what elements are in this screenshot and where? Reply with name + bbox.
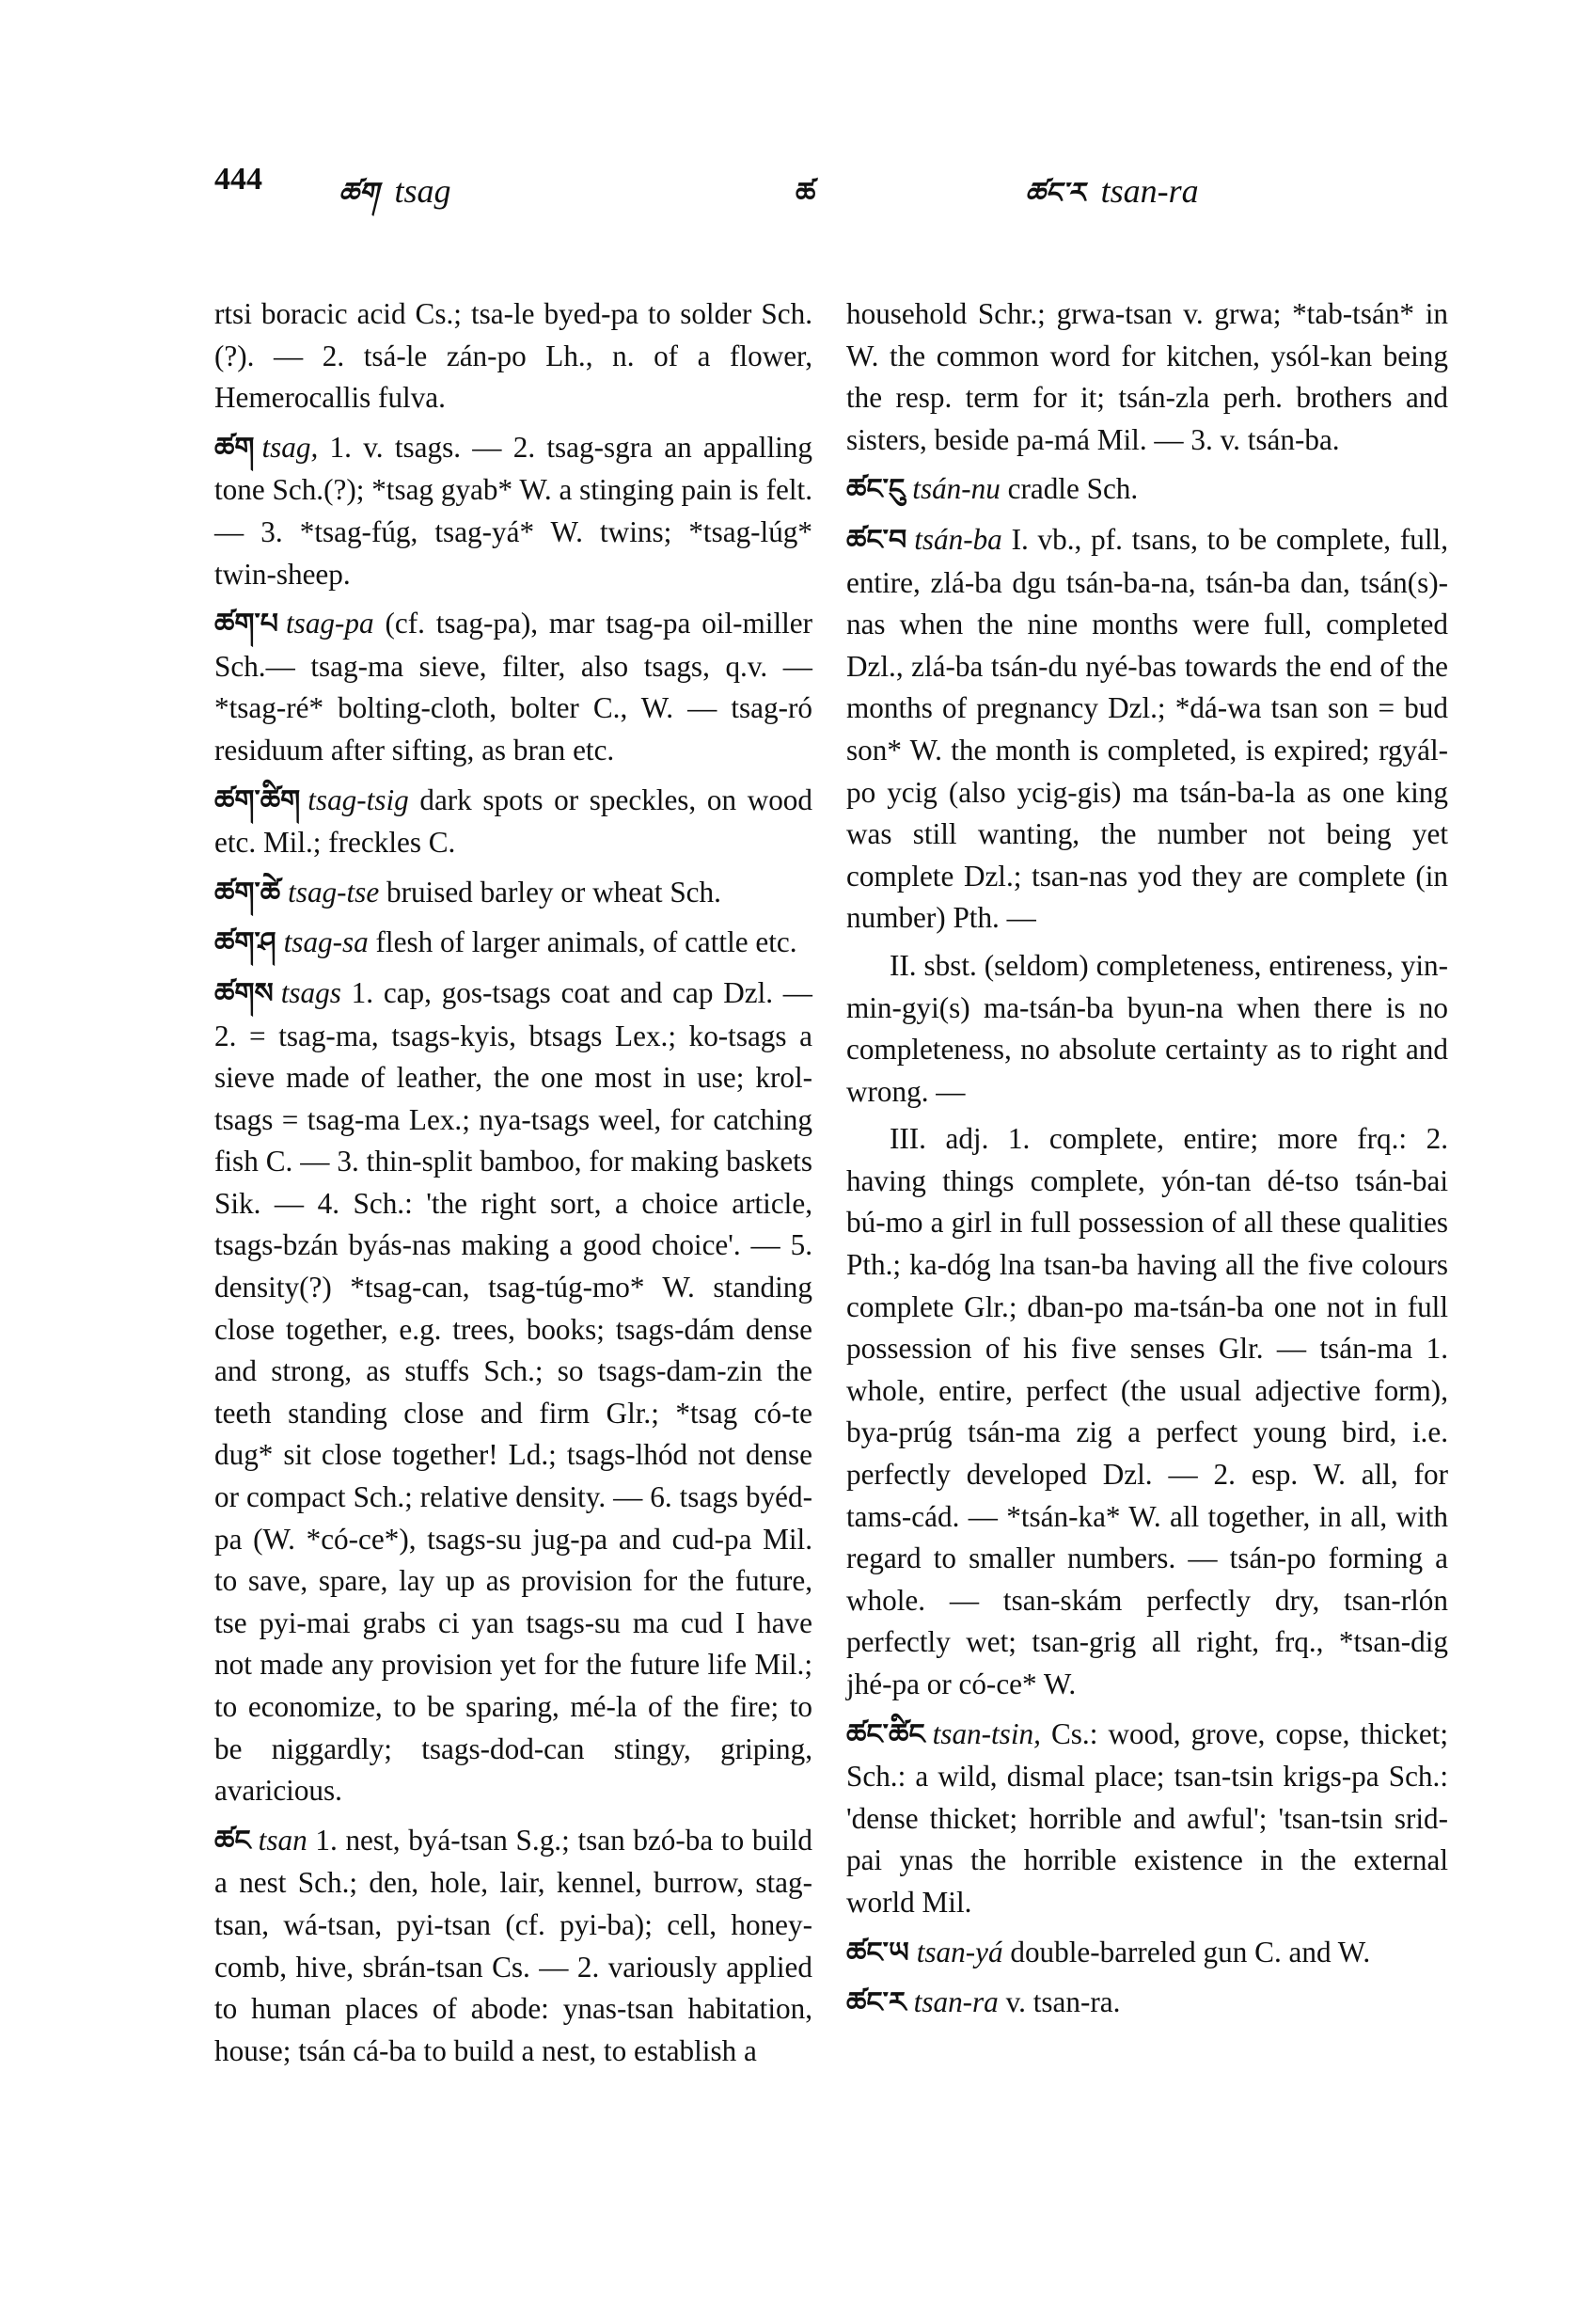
entry-headword: tsan-ra	[913, 1985, 999, 2019]
entry-text: 1. v. tsags. — 2. tsag-sgra an appalling tone Sch.(?); *tsag gyab* W. a stinging pain is felt. — 3. *tsag-fúg, tsag-yá* W. twins; *tsag-lúg* twin-sheep.	[214, 430, 812, 591]
entry-headword: tsán-nu	[912, 472, 1001, 506]
entry-text: 1. nest, byá-tsan S.g.; tsan bzó-ba to build a nest Sch.; den, hole, lair, kennel, burrow, stag-tsan, wá-tsan, pyi-tsan (cf. pyi-ba); cell, honey-comb, hive, sbrán-tsan Cs. — 2. variously applied to human places of abode: ynas-tsan habitation, house; tsán cá-ba to build a nest, to establish a	[214, 1823, 812, 2067]
entry-continuation: household Schr.; grwa-tsan v. grwa; *tab-tsán* in W. the common word for kitchen, ysól-kan being the resp. term for it; tsán-zla perh. brothers and sisters, beside pa-má Mil. — 3. v. tsán-ba.	[846, 297, 1448, 456]
running-head-right-tibetan: ཚང་ར	[1025, 177, 1085, 210]
entry-tibetan: ཚང་ཡ	[846, 1936, 909, 1969]
entry-tsan-nu	[846, 468, 1448, 512]
entry-tsan-tsin	[846, 1714, 1448, 1924]
entry-text: cradle Sch.	[1007, 472, 1139, 506]
entry-tibetan: ཚག	[214, 431, 255, 465]
entry-tibetan: ཚག་པ	[214, 608, 279, 641]
running-head-letter-tibetan: ཚ	[796, 177, 816, 210]
running-head-letter	[796, 162, 823, 241]
entry-continuation: rtsi boracic acid Cs.; tsa-le byed-pa to solder Sch.(?). — 2. tsá-le zán-po Lh., n. of a flower, Hemerocallis fulva.	[214, 297, 812, 415]
running-head-right	[1025, 162, 1199, 241]
entry-tsan-ba	[846, 519, 1448, 940]
running-head-right-word: tsan-ra	[1100, 172, 1199, 210]
entry-text: dark spots or speckles, on wood etc. Mil.; freckles C.	[214, 783, 812, 860]
entry-headword: tsag-pa	[286, 607, 374, 640]
entry-tibetan: ཚང་ཚིང	[846, 1717, 925, 1751]
entry-tibetan: ཚག་ཚེ	[214, 876, 281, 909]
page-number: 444	[214, 162, 262, 197]
entry-tibetan: ཚག་ཤ	[214, 926, 276, 960]
entry-headword: tsag,	[261, 430, 319, 464]
entry-tsag-sa	[214, 922, 812, 965]
entry-text: bruised barley or wheat Sch.	[386, 875, 721, 909]
entry-tibetan: ཚང་བ	[846, 523, 907, 557]
entry-text: double-barreled gun C. and W.	[1010, 1935, 1371, 1968]
entry-headword: tsag-tse	[288, 875, 380, 909]
running-head-left-tibetan: ཚག	[339, 177, 379, 210]
entry-headword: tsan	[258, 1823, 307, 1857]
entry-text: 1. cap, gos-tsags coat and cap Dzl. — 2. = tsag-ma, tsags-kyis, btsags Lex.; ko-tsags a sieve made of leather, the one most in use; krol-tsags = tsag-ma Lex.; nya-tsags weel, for catching fish C. — 3. thin-split bamboo, for making baskets Sik. — 4. Sch.: 'the right sort, a choice article, tsags-bzán byás-nas making a good choice'. — 5. density(?) *tsag-can, tsag-túg-mo* W. standing close together, e.g. trees, books; tsags-dám dense and strong, as stuffs Sch.; so tsags-dam-zin the teeth standing close and firm Glr.; *tsag có-te dug* sit close together! Ld.; tsags-lhód not dense or compact Sch.; relative density. — 6. tsags byéd-pa (W. *có-ce*), tsags-su jug-pa and cud-pa Mil. to save, spare, lay up as provision for the future, tse pyi-mai grabs ci yan tsags-su ma cud I have not made any provision yet for the future life Mil.; to economize, to be sparing, mé-la of the fire; to be niggardly; tsags-dod-can stingy, griping, avaricious.	[214, 975, 812, 1808]
entry-text: v. tsan-ra.	[1005, 1985, 1121, 2019]
entry-headword: tsan-tsin,	[932, 1716, 1041, 1750]
entry-headword: tsan-yá	[916, 1935, 1003, 1968]
entry-headword: tsag-tsig	[307, 783, 409, 816]
left-column	[214, 293, 812, 2072]
entry-tsag-tse	[214, 872, 812, 915]
entry-headword: tsán-ba	[914, 522, 1002, 556]
entry-tsag-tsig	[214, 780, 812, 864]
entry-tibetan: ཚང་ངུ	[846, 473, 906, 507]
entry-text: Cs.: wood, grove, copse, thicket; Sch.: a wild, dismal place; tsan-tsin krigs-pa Sch.: 'dense thicket; horrible and awful'; 'tsan-tsin srid-pai ynas the horrible existence in the external world Mil.	[846, 1716, 1448, 1919]
entry-tsan-ya	[846, 1932, 1448, 1975]
entry-tsags	[214, 972, 812, 1812]
running-head-left	[339, 162, 451, 241]
entry-headword: tsag-sa	[283, 925, 369, 959]
entry-tsag	[214, 427, 812, 595]
entry-tibetan: ཚགས	[214, 976, 274, 1010]
entry-tsan-ba-sense-3: III. adj. 1. complete, entire; more frq.: 2. having things complete, yón-tan dé-tso tsán-bai bú-mo a girl in full possession of all these qualities Pth.; ka-dóg lna tsan-ba having all the five colours complete Glr.; dban-po ma-tsán-ba one not in full possession of his five senses Glr. — tsán-ma 1. whole, entire, perfect (the usual adjective form), bya-prúg tsán-ma zig a perfect young bird, i.e. perfectly developed Dzl. — 2. esp. W. all, for tams-cád. — *tsán-ka* W. all together, in all, with regard to smaller numbers. — tsán-po forming a whole. — tsan-skám perfectly dry, tsan-rlón perfectly wet; tsan-grig all right, frq., *tsan-dig jhé-pa or có-ce* W.	[846, 1122, 1448, 1700]
entry-tibetan: ཚང	[214, 1824, 251, 1858]
entry-headword: tsags	[280, 975, 341, 1009]
right-column	[846, 293, 1448, 2025]
entry-tsag-pa	[214, 603, 812, 771]
entry-text: (cf. tsag-pa), mar tsag-pa oil-miller Sch.— tsag-ma sieve, filter, also tsags, q.v. — *tsag-ré* bolting-cloth, bolter C., W. — tsag-ró residuum after sifting, as bran etc.	[214, 607, 812, 767]
entry-tsan-ba-sense-2: II. sbst. (seldom) completeness, entireness, yin-min-gyi(s) ma-tsán-ba byun-na when there is no completeness, no absolute certainty as to right and wrong. —	[846, 948, 1448, 1108]
entry-tibetan: ཚང་ར	[846, 1986, 906, 2020]
entry-tsan	[214, 1820, 812, 2073]
entry-text: I. vb., pf. tsans, to be complete, full, entire, zlá-ba dgu tsán-ba-na, tsán-ba dan, tsán(s)-nas when the nine months were full, completed Dzl., zlá-ba tsán-du nyé-bas towards the end of the months of pregnancy Dzl.; *dá-wa tsan son = bud son* W. the month is completed, is expired; rgyál-po ycig (also ycig-gis) ma tsán-ba-la as one king was still wanting, the number not being yet complete Dzl.; tsan-nas yod they are complete (in number) Pth. —	[846, 522, 1448, 935]
entry-text: flesh of larger animals, of cattle etc.	[375, 925, 797, 959]
entry-tibetan: ཚག་ཚིག	[214, 783, 301, 817]
entry-tsan-ra	[846, 1982, 1448, 2025]
running-head-left-word: tsag	[394, 172, 451, 210]
